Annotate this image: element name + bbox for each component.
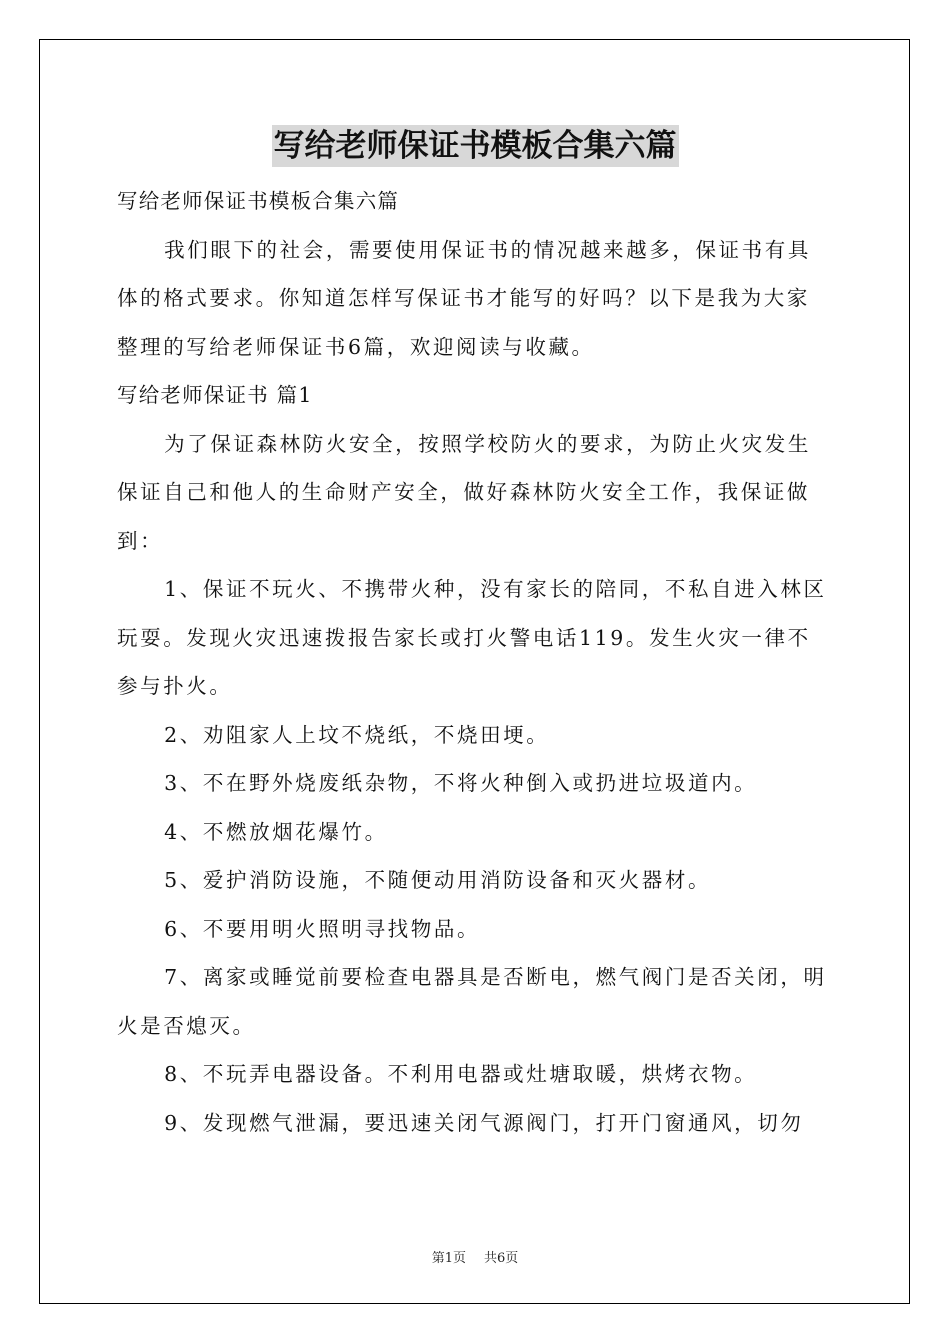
page-total: 共6页 <box>484 1251 519 1266</box>
section-heading: 写给老师保证书 篇1 <box>117 383 313 407</box>
document-title: 写给老师保证书模板合集六篇 <box>272 125 679 167</box>
title-container <box>0 125 950 167</box>
list-item: 4、不燃放烟花爆竹。 <box>164 819 388 844</box>
document-body <box>117 177 833 1147</box>
document-subtitle: 写给老师保证书模板合集六篇 <box>117 189 400 213</box>
list-item: 9、发现燃气泄漏，要迅速关闭气源阀门，打开门窗通风，切勿 <box>164 1110 804 1135</box>
list-item: 2、劝阻家人上坟不烧纸，不烧田埂。 <box>164 722 550 747</box>
list-item: 3、不在野外烧废纸杂物，不将火种倒入或扔进垃圾道内。 <box>164 771 758 795</box>
intro-paragraph: 我们眼下的社会，需要使用保证书的情况越来越多，保证书有具体的格式要求。你知道怎样写保证书才能写的好吗？以下是我为大家整理的写给老师保证书6篇，欢迎阅读与收藏。 <box>117 237 811 359</box>
list-item: 5、爱护消防设施，不随便动用消防设备和灭火器材。 <box>164 868 712 892</box>
page-number: 第1页 <box>431 1251 466 1266</box>
list-item: 8、不玩弄电器设备。不利用电器或灶塘取暖，烘烤衣物。 <box>164 1062 758 1086</box>
list-item: 6、不要用明火照明寻找物品。 <box>164 916 481 941</box>
list-item: 7、离家或睡觉前要检查电器具是否断电，燃气阀门是否关闭，明火是否熄灭。 <box>117 965 827 1038</box>
page-footer <box>0 1247 950 1266</box>
paragraph: 为了保证森林防火安全，按照学校防火的要求，为防止火灾发生保证自己和他人的生命财产安全，做好森林防火安全工作，我保证做到： <box>117 431 811 553</box>
list-item: 1、保证不玩火、不携带火种，没有家长的陪同，不私自进入林区玩耍。发现火灾迅速拨报告家长或打火警电话119。发生火灾一律不参与扑火。 <box>117 577 827 698</box>
